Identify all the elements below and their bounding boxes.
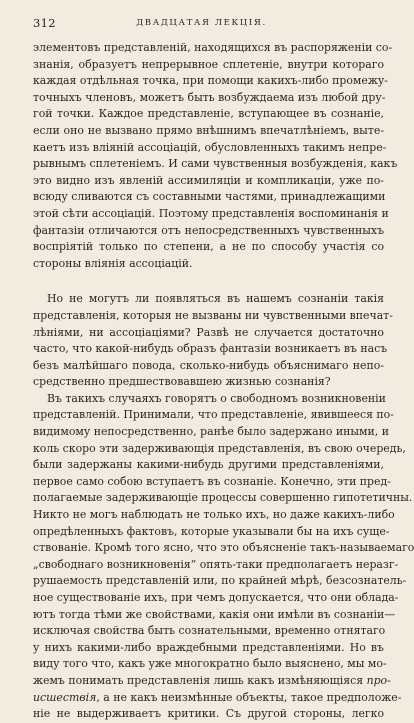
text-line: если оно не вызвано прямо внѣшнимъ впечатлѣніемъ, выте- <box>33 123 384 137</box>
text-line <box>33 690 402 707</box>
text-line: гой точки. Каждое представленіе, вступающее въ сознаніе, <box>33 107 384 121</box>
text-run: жемъ понимать представленія лишь какъ измѣняющіяся <box>33 673 367 687</box>
text-line: рушаемость представленій или, по крайней мѣрѣ, безсознатель- <box>33 574 407 588</box>
text-line: часто, что какой-нибудь образъ фантазіи возникаетъ въ насъ <box>33 342 388 356</box>
running-title: ДВАДЦАТАЯ ЛЕКЦІЯ. <box>136 18 267 28</box>
page-number: 312 <box>33 16 56 30</box>
text-line: Въ такихъ случаяхъ говорятъ о свободномъ возникновеніи <box>47 391 386 405</box>
text-line: воспріятій только по степени, а не по способу участія со <box>33 240 384 254</box>
text-line: Никто не могъ наблюдать не только ихъ, но даже какихъ-либо <box>33 508 395 522</box>
text-body <box>33 40 414 723</box>
text-line: каждая отдѣльная точка, при помощи какихъ-либо промежу- <box>33 74 388 88</box>
text-line: фантазіи отличаются отъ непосредственныхъ чувственныхъ <box>33 223 384 237</box>
text-line: знанія, образуетъ непрерывное сплетеніе, внутри котораго <box>33 57 384 71</box>
text-line: лѣніями, ни ассоціаціями? Развѣ не случается достаточно <box>33 325 384 339</box>
text-line: стороны вліянія ассоціацій. <box>33 256 193 270</box>
text-line: ютъ тогда тѣми же свойствами, какія они имѣли въ сознаніи— <box>33 607 396 621</box>
running-header <box>33 16 370 30</box>
text-line: исключая свойства быть сознательными, временно отнятаго <box>33 624 386 638</box>
italic-text-run: про- <box>366 673 391 687</box>
text-line: представленія, которыя не вызваны ни чувственными впечат- <box>33 308 393 322</box>
text-line: у нихъ какими-либо враждебными представленіями. Но въ <box>33 640 384 654</box>
text-line: „свободнаго возникновенія“ опять-таки предполагаетъ неразг- <box>33 557 399 571</box>
text-line: представленій. Принимали, что представленіе, явившееся по- <box>33 408 394 422</box>
text-line: ніе не выдерживаетъ критики. Съ другой стороны, легко <box>33 707 384 721</box>
italic-text-run: исшествія <box>33 690 97 704</box>
text-line: Но не могутъ ли появляться въ нашемъ сознаніи такія <box>47 292 384 306</box>
text-line: безъ малѣйшаго повода, сколько-нибудь объяснимаго непо- <box>33 358 384 372</box>
text-line: это видно изъ явленій ассимиляціи и компликаціи, уже по- <box>33 173 384 187</box>
text-line: средственно предшествовавшею жизнью сознанія? <box>33 375 331 389</box>
text-line: элементовъ представленій, находящихся въ распоряженіи со- <box>33 41 393 54</box>
text-line: полагаемые задерживающіе процессы совершенно гипотетичны. <box>33 491 413 505</box>
text-line: этой сѣти ассоціацій. Поэтому представленія воспоминанія и <box>33 206 389 220</box>
text-line: первое само собою вступаетъ въ сознаніе. Конечно, эти пред- <box>33 474 391 488</box>
text-line: точныхъ членовъ, можетъ быть возбуждаема изъ любой дру- <box>33 90 386 104</box>
text-line: коль скоро эти задерживающія представленія, въ свою очередь, <box>33 441 406 455</box>
text-line: рывнымъ сплетеніемъ. И сами чувственныя возбужденія, какъ <box>33 157 398 171</box>
text-line: каетъ изъ вліяній ассоціацій, обусловленныхъ такимъ непре- <box>33 140 387 154</box>
text-line: всюду сливаются съ составными частями, принадлежащими <box>33 190 386 204</box>
text-line: ствованіе. Кромѣ того ясно, что это объясненіе такъ-называемаго <box>33 541 414 555</box>
text-run: , а не какъ неизмѣнные объекты, такое предположе- <box>96 690 402 704</box>
text-line: видимому непосредственно, ранѣе было задержано иными, и <box>33 425 389 439</box>
text-line: опредѣленныхъ фактовъ, которые указывали бы на ихъ суще- <box>33 524 390 538</box>
text-line: виду того что, какъ уже многократно было выяснено, мы мо- <box>33 657 387 671</box>
text-line <box>33 673 391 690</box>
text-line: были задержаны какими-нибудь другими представленіями, <box>33 458 384 472</box>
text-line: ное существованіе ихъ, при чемъ допускается, что они облада- <box>33 591 399 604</box>
